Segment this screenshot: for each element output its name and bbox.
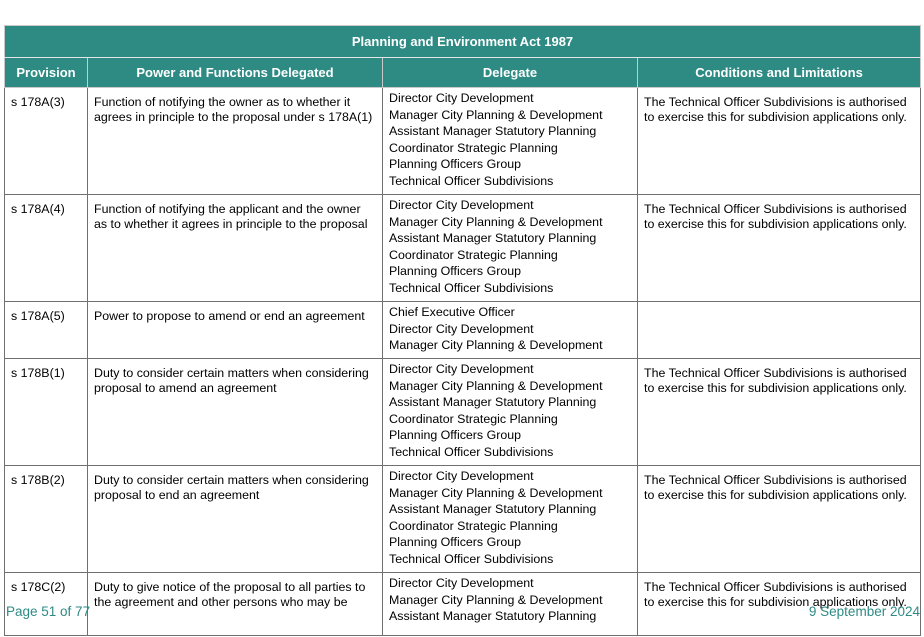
delegate-item: Director City Development	[389, 576, 534, 590]
delegate-cell	[383, 573, 638, 636]
provision-cell: s 178C(2)	[5, 573, 88, 636]
delegate-item: Manager City Planning & Development	[389, 592, 603, 607]
provision-cell: s 178B(1)	[5, 359, 88, 466]
conditions-cell: The Technical Officer Subdivisions is authorised to exercise this for subdivision applications only.	[638, 195, 921, 302]
delegate-cell	[383, 466, 638, 573]
delegate-item: Assistant Manager Statutory Planning	[389, 395, 597, 410]
power-cell: Duty to give notice of the proposal to all parties to the agreement and other persons who may be	[88, 573, 383, 636]
delegate-item: Director City Development	[389, 91, 534, 105]
power-cell: Function of notifying the owner as to whether it agrees in principle to the proposal under s 178A(1)	[88, 88, 383, 195]
delegate-cell	[383, 88, 638, 195]
delegate-item: Assistant Manager Statutory Planning	[389, 231, 597, 246]
header-provision: Provision	[5, 58, 88, 88]
delegate-item: Planning Officers Group	[389, 264, 522, 279]
table-row	[5, 573, 921, 636]
conditions-cell: The Technical Officer Subdivisions is authorised to exercise this for subdivision applications only.	[638, 573, 921, 636]
table-row	[5, 195, 921, 302]
delegate-item: Manager City Planning & Development	[389, 378, 603, 393]
provision-cell: s 178A(5)	[5, 302, 88, 359]
delegate-cell	[383, 195, 638, 302]
conditions-cell: The Technical Officer Subdivisions is authorised to exercise this for subdivision applications only.	[638, 359, 921, 466]
provision-cell: s 178A(4)	[5, 195, 88, 302]
delegate-cell	[383, 302, 638, 359]
power-cell: Duty to consider certain matters when considering proposal to end an agreement	[88, 466, 383, 573]
delegate-item: Director City Development	[389, 198, 534, 212]
delegate-item: Planning Officers Group	[389, 428, 522, 443]
delegate-item: Director City Development	[389, 469, 534, 483]
table-row	[5, 302, 921, 359]
delegate-item: Manager City Planning & Development	[389, 338, 603, 353]
delegation-table-container	[4, 25, 920, 636]
delegate-item: Assistant Manager Statutory Planning	[389, 124, 597, 139]
power-cell: Duty to consider certain matters when considering proposal to amend an agreement	[88, 359, 383, 466]
delegate-item: Assistant Manager Statutory Planning	[389, 609, 597, 624]
delegate-item: Planning Officers Group	[389, 157, 522, 172]
page-number: Page 51 of 77	[6, 604, 91, 619]
delegate-item: Director City Development	[389, 321, 534, 336]
delegate-item: Manager City Planning & Development	[389, 485, 603, 500]
header-delegate: Delegate	[383, 58, 638, 88]
delegate-item: Technical Officer Subdivisions	[389, 444, 554, 459]
delegate-item: Technical Officer Subdivisions	[389, 280, 554, 295]
delegate-item: Director City Development	[389, 362, 534, 376]
conditions-cell: The Technical Officer Subdivisions is authorised to exercise this for subdivision applications only.	[638, 466, 921, 573]
delegate-item: Chief Executive Officer	[389, 305, 515, 319]
delegate-item: Planning Officers Group	[389, 535, 522, 550]
provision-cell: s 178A(3)	[5, 88, 88, 195]
delegate-cell	[383, 359, 638, 466]
power-cell: Function of notifying the applicant and the owner as to whether it agrees in principle to the proposal	[88, 195, 383, 302]
table-row	[5, 466, 921, 573]
table-title: Planning and Environment Act 1987	[5, 26, 921, 58]
delegate-item: Technical Officer Subdivisions	[389, 173, 554, 188]
delegate-item: Manager City Planning & Development	[389, 214, 603, 229]
power-cell: Power to propose to amend or end an agreement	[88, 302, 383, 359]
delegate-item: Technical Officer Subdivisions	[389, 551, 554, 566]
delegate-item: Coordinator Strategic Planning	[389, 518, 558, 533]
conditions-cell	[638, 302, 921, 359]
delegate-item: Coordinator Strategic Planning	[389, 140, 558, 155]
table-row	[5, 359, 921, 466]
delegation-table	[4, 25, 921, 636]
header-power: Power and Functions Delegated	[88, 58, 383, 88]
delegate-item: Coordinator Strategic Planning	[389, 411, 558, 426]
header-conditions: Conditions and Limitations	[638, 58, 921, 88]
provision-cell: s 178B(2)	[5, 466, 88, 573]
delegate-item: Assistant Manager Statutory Planning	[389, 502, 597, 517]
conditions-cell: The Technical Officer Subdivisions is authorised to exercise this for subdivision applications only.	[638, 88, 921, 195]
document-date: 9 September 2024	[808, 604, 920, 619]
delegate-item: Manager City Planning & Development	[389, 107, 603, 122]
table-row	[5, 88, 921, 195]
delegate-item: Coordinator Strategic Planning	[389, 247, 558, 262]
